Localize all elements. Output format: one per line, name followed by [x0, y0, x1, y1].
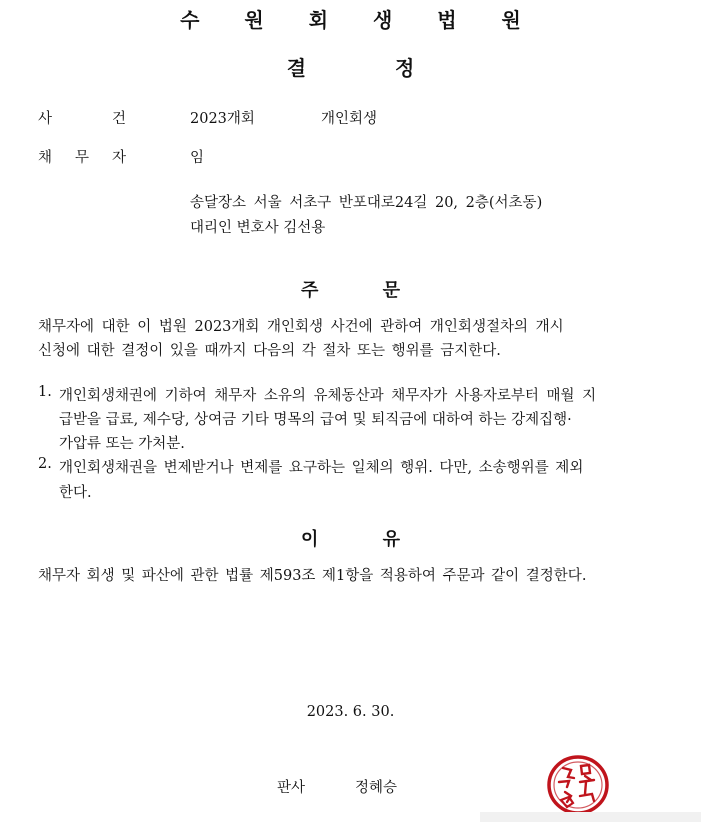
- judge-seal-stamp: [545, 752, 613, 818]
- debtor-delivery-address: 송달장소 서울 서초구 반포대로24길 20, 2층(서초동): [190, 195, 543, 211]
- case-type: 개인회생: [321, 111, 378, 127]
- debtor-label-char-1: 채: [38, 150, 53, 166]
- order-heading: 주 문: [300, 280, 401, 301]
- order-item-2-number: 2.: [38, 456, 52, 472]
- debtor-name: 임: [190, 150, 205, 166]
- order-intro-line-2: 신청에 대한 결정이 있을 때까지 다음의 각 절차 또는 행위를 금지한다.: [38, 343, 501, 359]
- court-name-title: 수 원 회 생 법 원: [180, 8, 540, 32]
- document-type-title: 결 정: [286, 56, 415, 80]
- order-item-1-line-1: 개인회생채권에 기하여 채무자 소유의 유체동산과 채무자가 사용자로부터 매월 지: [59, 388, 597, 404]
- debtor-agent: 대리인 변호사 김선용: [190, 220, 326, 236]
- reason-text: 채무자 회생 및 파산에 관한 법률 제593조 제1항을 적용하여 주문과 같이 결정한다.: [38, 568, 587, 584]
- judge-title: 판사: [277, 780, 306, 796]
- case-label: [38, 107, 126, 128]
- decision-date: 2023. 6. 30.: [306, 704, 395, 720]
- scan-edge-shade: [480, 812, 701, 822]
- seal-icon: [545, 752, 613, 818]
- case-number: 2023개회: [190, 111, 255, 127]
- case-label-char-2: 건: [111, 111, 126, 127]
- order-item-1-number: 1.: [38, 384, 52, 400]
- order-item-2-line-2: 한다.: [59, 485, 92, 501]
- order-item-1-line-3: 가압류 또는 가처분.: [59, 436, 185, 452]
- debtor-label-char-3: 자: [111, 150, 126, 166]
- order-intro-text-1: 채무자에 대한 이 법원 2023개회 개인회생 사건에 관하여 개인회생절차의 개시: [38, 319, 564, 335]
- reason-heading: 이 유: [300, 529, 401, 550]
- case-label-char-1: 사: [38, 111, 53, 127]
- debtor-label-char-2: 무: [74, 150, 89, 166]
- debtor-label: [38, 146, 126, 167]
- order-item-1-line-2: 급받을 급료, 제수당, 상여금 기타 명목의 급여 및 퇴직금에 대하여 하는 강제집행·: [59, 412, 572, 428]
- order-intro-line-1: [38, 315, 672, 336]
- judge-name: 정혜승: [355, 780, 398, 796]
- order-item-2-line-1: 개인회생채권을 변제받거나 변제를 요구하는 일체의 행위. 다만, 소송행위를 제외: [59, 460, 584, 476]
